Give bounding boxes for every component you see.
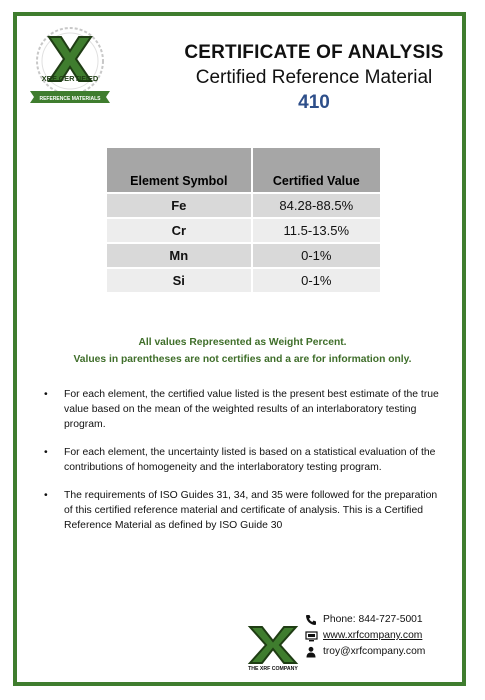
element-symbol: Si bbox=[107, 267, 253, 292]
bullet-marker: • bbox=[44, 447, 48, 458]
certified-value: 84.28-88.5% bbox=[253, 192, 380, 217]
computer-icon bbox=[304, 630, 318, 642]
note-line-1: All values Represented as Weight Percent. bbox=[138, 337, 347, 348]
bullet-marker: • bbox=[44, 389, 48, 400]
element-symbol: Cr bbox=[107, 217, 253, 242]
list-item bbox=[44, 488, 444, 533]
note-line-2: Values in parentheses are not certifies and a are for information only. bbox=[73, 354, 412, 365]
table-row bbox=[107, 192, 380, 217]
contact-info bbox=[304, 612, 425, 660]
phone-row bbox=[304, 612, 425, 628]
list-item bbox=[44, 387, 444, 432]
website-row bbox=[304, 628, 425, 644]
seal-line-2: REFERENCE MATERIALS bbox=[39, 96, 101, 102]
person-icon bbox=[304, 646, 318, 658]
certified-value: 0-1% bbox=[253, 267, 380, 292]
column-header-element: Element Symbol bbox=[107, 148, 253, 192]
bullet-text: For each element, the certified value listed is the present best estimate of the true value based on the mean of the weighted results of an interlaboratory testing program. bbox=[64, 389, 439, 430]
xrf-company-logo bbox=[244, 625, 302, 671]
bullet-text: The requirements of ISO Guides 31, 34, and 35 were followed for the preparation of this certified reference material and certificate of analysis. This is a Certified Reference Material as defined by ISO Guide 30 bbox=[64, 490, 438, 531]
table-row bbox=[107, 217, 380, 242]
phone-number: Phone: 844-727-5001 bbox=[323, 614, 423, 625]
column-header-value: Certified Value bbox=[253, 148, 380, 192]
table-header-row bbox=[107, 148, 380, 192]
certified-value: 11.5-13.5% bbox=[253, 217, 380, 242]
phone-icon bbox=[304, 614, 318, 626]
material-code: 410 bbox=[298, 92, 330, 113]
email-row bbox=[304, 644, 425, 660]
website-link[interactable]: www.xrfcompany.com bbox=[323, 630, 423, 641]
list-item bbox=[44, 445, 444, 475]
element-symbol: Mn bbox=[107, 242, 253, 267]
element-symbol: Fe bbox=[107, 192, 253, 217]
page-subtitle: Certified Reference Material bbox=[195, 67, 433, 88]
bullet-text: For each element, the uncertainty listed is based on a statistical evaluation of the contributions of homogeneity and the interlaboratory testing program. bbox=[64, 447, 436, 473]
email-address[interactable]: troy@xrfcompany.com bbox=[323, 646, 426, 657]
bullet-marker: • bbox=[44, 490, 48, 501]
certified-value: 0-1% bbox=[253, 242, 380, 267]
page-title: CERTIFICATE OF ANALYSIS bbox=[184, 42, 444, 63]
company-logo-text: THE XRF COMPANY bbox=[248, 666, 298, 671]
table-row bbox=[107, 267, 380, 292]
xrf-certified-seal-logo bbox=[22, 23, 118, 109]
bullet-list bbox=[44, 387, 444, 546]
title-block bbox=[168, 42, 460, 114]
seal-line-1: XRF CERTIFIED bbox=[41, 74, 99, 83]
notes bbox=[20, 334, 465, 368]
table-row bbox=[107, 242, 380, 267]
certified-values-table bbox=[107, 148, 380, 292]
